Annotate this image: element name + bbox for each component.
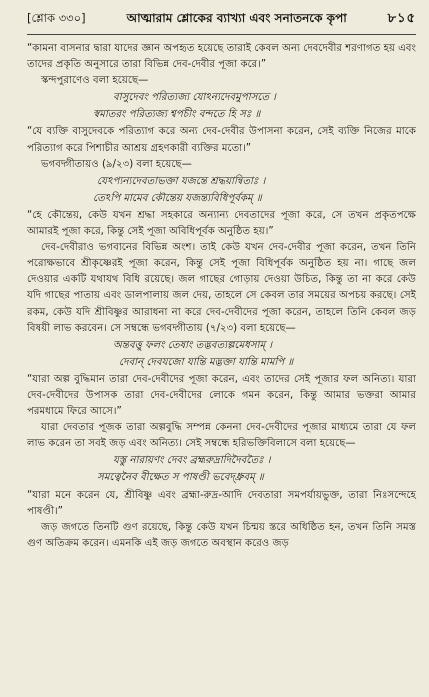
sanskrit-verse-line: বাসুদেবং পরিত্যজ্য যোঽন্যদেবমুপাসতে । xyxy=(113,92,276,104)
sanskrit-verse-line: দেবান্ দেবযজো যান্তি মদ্ভক্তা যান্তি মামপি ॥ xyxy=(119,356,294,368)
purport-paragraph: যারা দেবতার পূজক তারা অল্পবুদ্ধি সম্পন্ন কেননা দেব-দেবীদের পূজার মাধ্যমে তারা যে ফল লাভ করেন তা সবই জড় এবং অনিত্য। সেই সম্বন্ধে হরিভক্তিবিলাসে বলা হয়েছে— xyxy=(27,422,416,450)
reference-line: স্কন্দপুরাণেও বলা হয়েছে— xyxy=(41,75,149,87)
sanskrit-verse-line: যেঽপ্যন্যদেবতাভক্তা যজন্তে শ্রদ্ধয়ান্বিতাঃ । xyxy=(97,175,266,187)
translation-paragraph: “যে ব্যক্তি বাসুদেবকে পরিত্যাগ করে অন্য দেব-দেবীর উপাসনা করেন, সেই ব্যক্তি নিজের মাকে পরিত্যাগ করে পিশাচীর আশ্রয় গ্রহণকারী ব্যক্তির মতো।” xyxy=(27,126,416,154)
page-body xyxy=(27,41,416,552)
verse-reference: [শ্লোক ৩৩০] xyxy=(27,11,86,25)
page-number: ৮১৫ xyxy=(387,11,416,26)
sanskrit-verse-line: অন্তবত্তু ফলং তেষাং তদ্ভবত্যল্পমেধসাম্ । xyxy=(113,339,273,351)
sanskrit-verse-line: যস্তু নারায়ণং দেবং ব্রহ্মরুদ্রাদিদৈবতৈঃ । xyxy=(113,455,271,467)
translation-paragraph: “যারা অল্প বুদ্ধিমান তারা দেব-দেবীদের পূজা করেন, এবং তাদের সেই পূজার ফল অনিত্য। যারা দেব-দেবীদের উপাসক তারা দেব-দেবীদের লোকে গমন করেন, কিন্তু আমার ভক্তরা আমার পরমধামে ফিরে আসে।” xyxy=(27,373,416,418)
sanskrit-verse-line: স্বমাতরং পরিত্যজ্য শ্বপচীং বন্দতে হি সঃ ॥ xyxy=(93,109,261,121)
translation-paragraph: “যারা মনে করেন যে, শ্রীবিষ্ণু এবং ব্রহ্মা-রুদ্র-আদি দেবতারা সমপর্যায়ভুক্ত, তারা নিঃসন্দেহে পাষণ্ডী।” xyxy=(27,489,416,517)
sanskrit-verse-line: তেঽপি মামেব কৌন্তেয় যজন্ত্যবিধিপূর্বকম্ ॥ xyxy=(93,192,262,204)
translation-paragraph: “হে কৌন্তেয়, কেউ যখন শ্রদ্ধা সহকারে অন্যান্য দেবতাদের পূজা করে, সে তখন প্রকৃতপক্ষে আমারই পূজা করে, কিন্তু সেই পূজা অবিধিপূর্বক অনুষ্ঠিত হয়।” xyxy=(27,209,416,238)
purport-paragraph: দেব-দেবীরাও ভগবানের বিভিন্ন অংশ। তাই কেউ যখন দেব-দেবীর পূজা করেন, তখন তিনি পরোক্ষভাবে শ্রীকৃষ্ণেরই পূজা করেন, কিন্তু সেই পূজা বিধিপূর্বক অনুষ্ঠিত হয় না। গাছে জল দেওয়ার একটি যথাযথ বিধি রয়েছে। জল গাছের গোড়ায় দেওয়া উচিত, কিন্তু তা না করে কেউ যদি গাছের পাতায় এবং ডালপালায় জল দেয়, তাহলে সে কেবল তার সময়ের অপচয় করছে। সেই রকম, কেউ যদি শ্রীবিষ্ণুর আরাধনা না করে দেব-দেবীদের পূজা করেন, তাহলে তিনি কেবল জড় বিষয়ী লাভ করবেন। সে সম্বন্ধে ভগবদ্গীতায় (৭/২৩) বলা হয়েছে— xyxy=(27,242,417,334)
reference-line: ভগবদ্গীতায়ও (৯/২৩) বলা হয়েছে— xyxy=(41,158,192,170)
sanskrit-verse-line: সমত্বেনৈব বীক্ষেত স পাষণ্ডী ভবেদ্‌ধ্রুবম্ ॥ xyxy=(97,472,264,484)
page-header xyxy=(27,9,416,35)
chapter-title: আত্মারাম শ্লোকের ব্যাখ্যা এবং সনাতনকে কৃপা xyxy=(126,11,347,25)
translation-paragraph: “কামনা বাসনার দ্বারা যাদের জ্ঞান অপহৃত হয়েছে তারাই কেবল অন্য দেবদেবীর শরণাগত হয় এবং তাদের প্রকৃতি অনুসারে তারা বিভিন্ন দেব-দেবীর পূজা করে।” xyxy=(27,43,416,71)
purport-paragraph: জড় জগতে তিনটি গুণ রয়েছে, কিন্তু কেউ যখন চিন্ময় স্তরে অধিষ্ঠিত হন, তখন তিনি সমস্ত গুণ অতিক্রম করেন। এমনকি এই জড় জগতে অবস্থান করেও জড় xyxy=(27,521,416,549)
